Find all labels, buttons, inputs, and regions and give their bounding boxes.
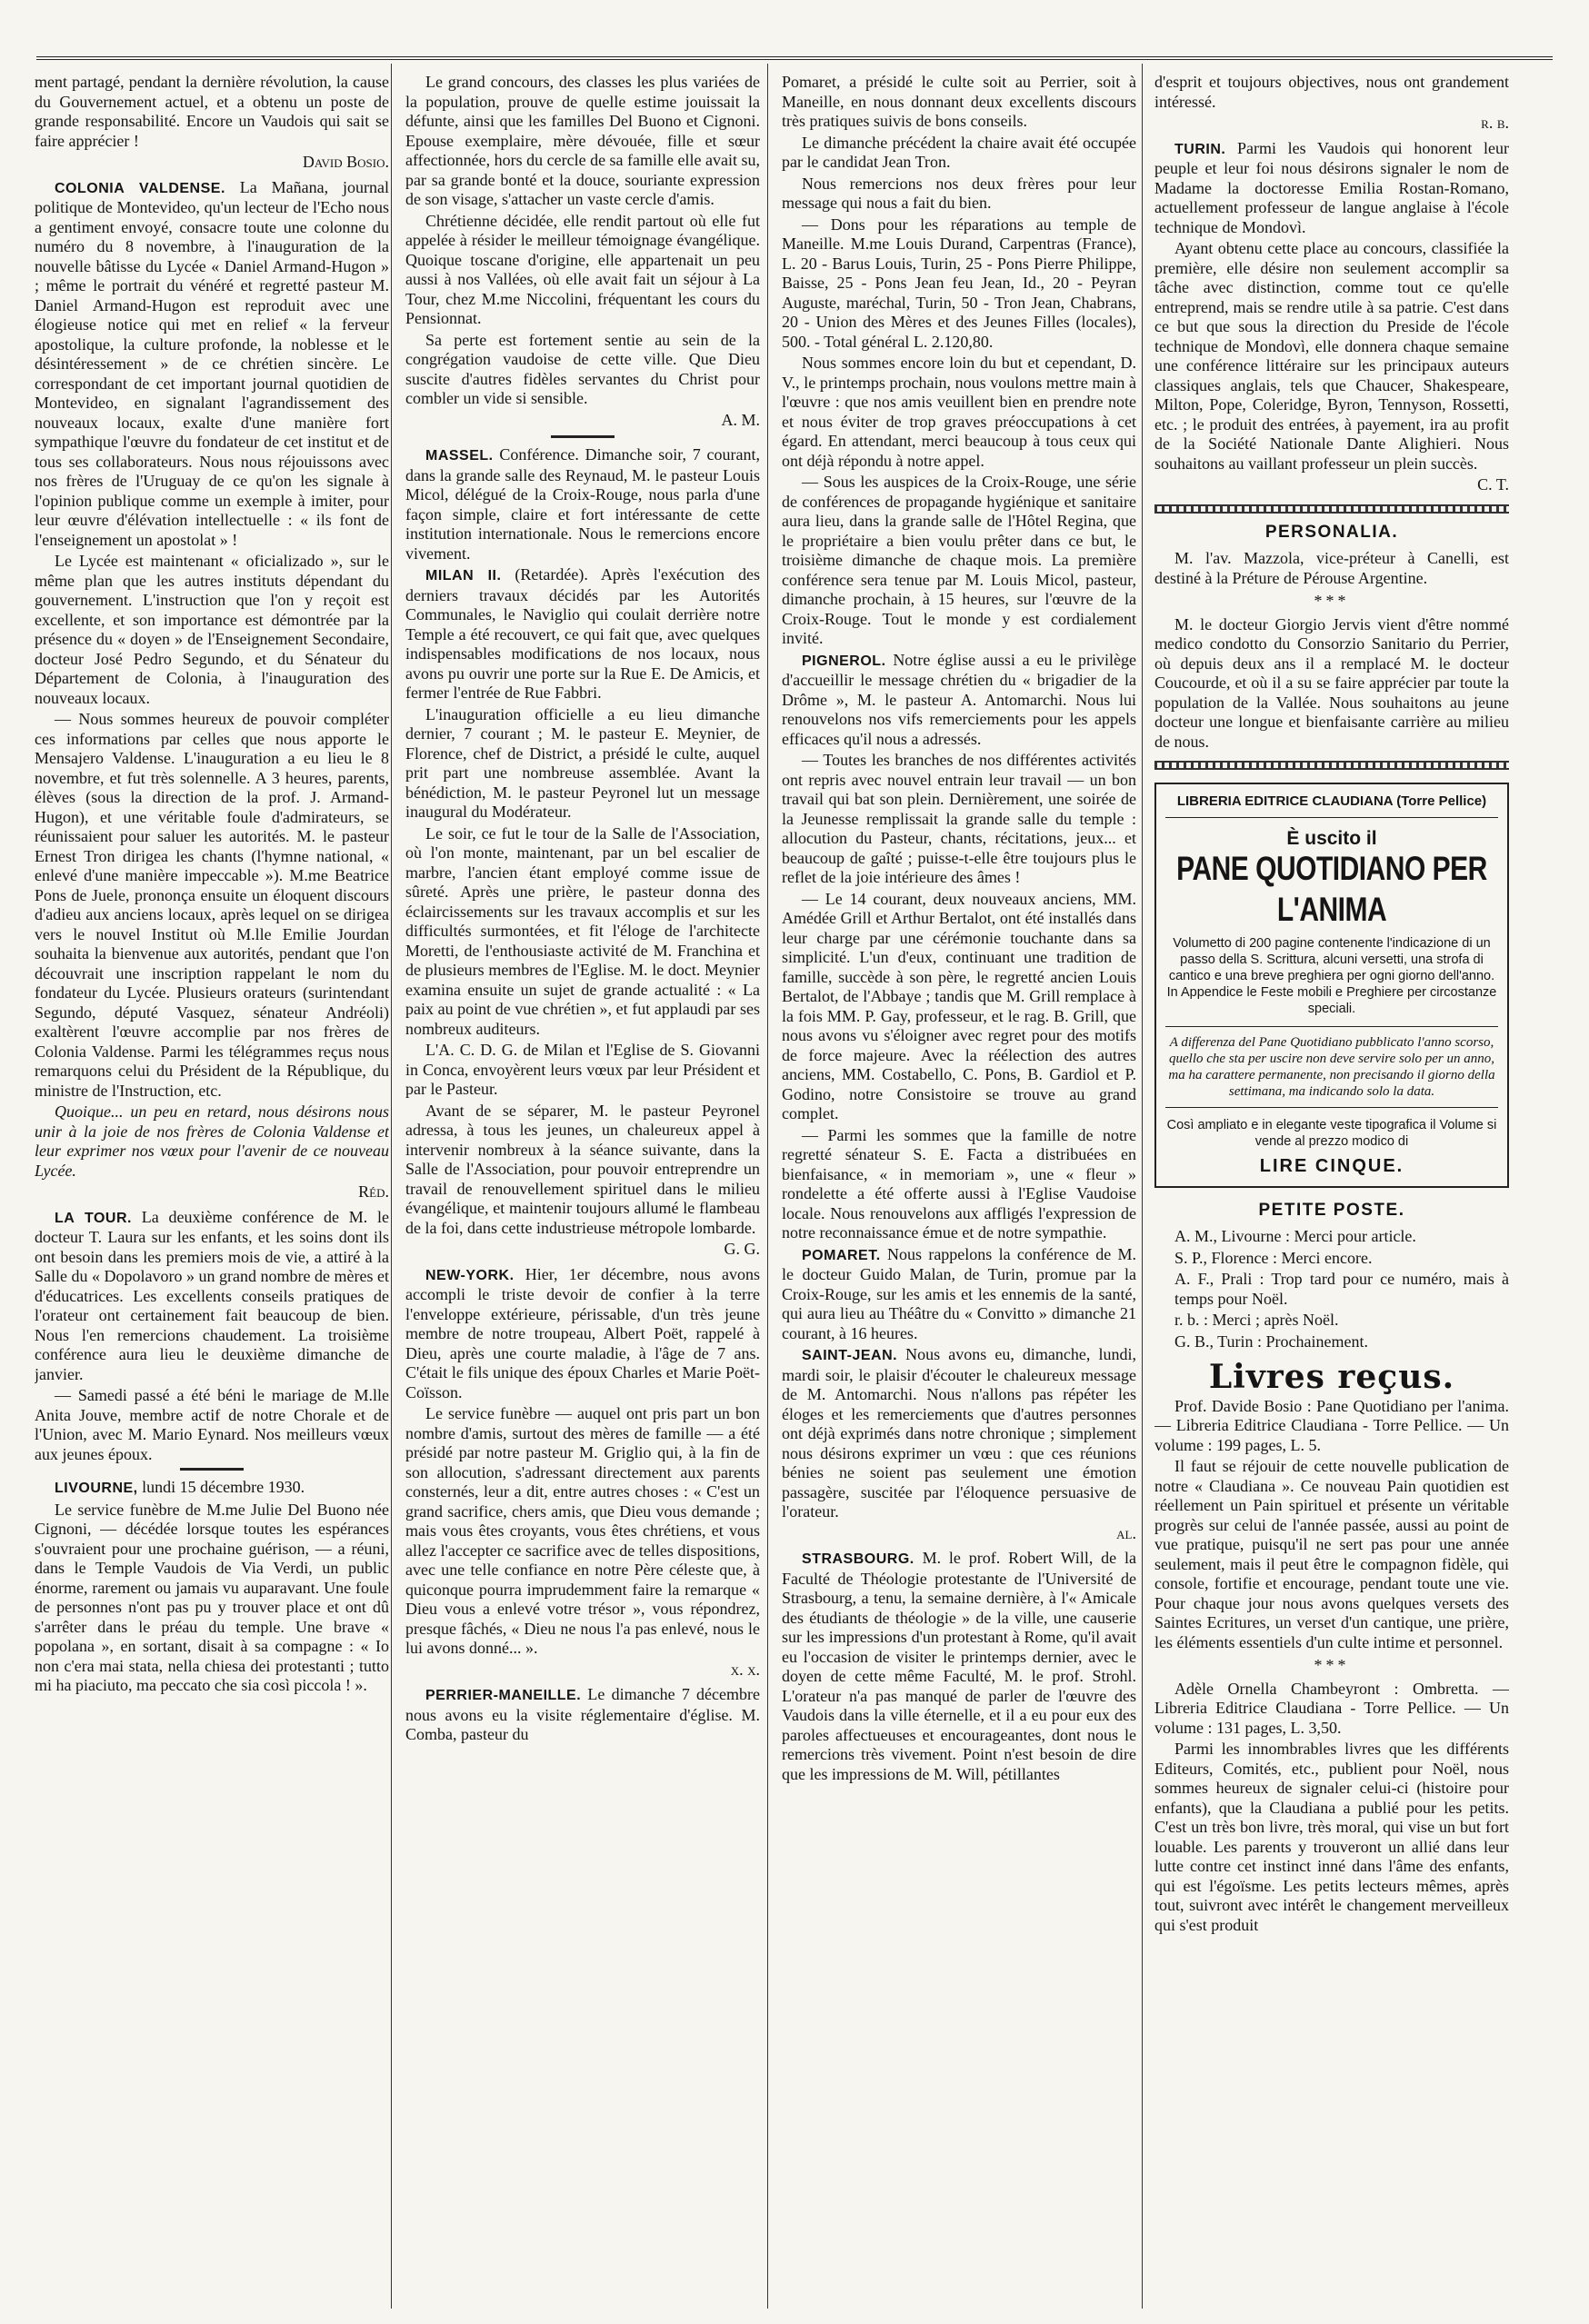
ornamental-divider bbox=[1154, 504, 1509, 514]
article-paragraph: Sa perte est fortement sentie au sein de la congrégation vaudoise de cette ville. Que Dieu suscite d'autres fidèles servantes du Christ pour combler un vide si sensible. bbox=[405, 330, 760, 407]
article-signature: r. b. bbox=[1481, 114, 1509, 132]
article-paragraph: PERRIER-MANEILLE. Le dimanche 7 décembre nous avons eu la visite réglementaire d'église. M. Comba, pasteur du bbox=[405, 1685, 760, 1743]
article-paragraph: Le service funèbre de M.me Julie Del Buono née Cignoni, — décédée lorsque toutes les espérances s'ouvraient pour une prochaine guérison, — a réuni, dans le Temple Vaudois de Via Verdi, un public énorme, rarement ou jamais vu auparavant. Une foule de personnes n'ont pas pu y trouver place et ont dû s'arrêter dans le préau du temple. Une brave « popolana », en sortant, disait à sa compagne : « Io non c'era mai stata, nella chiesa dei protestanti ; tutto mi ha piaciuto, ma peccato che sia così piccola ! ». bbox=[35, 1500, 389, 1694]
article-paragraph: Ayant obtenu cette place au concours, classifiée la première, elle désire non seulement accomplir sa tâche avec distinction, comme tout ce qu'elle entreprend, mais se rendre utile à sa patrie. C'est dans ce but que sous la direction du Preside de l'école technique de Mondovì, elle donnera chaque semaine une conférence littéraire sur les principaux auteurs classiques anglais, tels que Chaucer, Shakespeare, Milton, Pope, Coleridge, Byron, Tennyson, Rossetti, etc. ; le produit des entrées, à payement, ira au profit de la Société Nationale Dante Alighieri. Nous souhaitons au vaillant professeur un plein succès. bbox=[1154, 239, 1509, 473]
section-heading: POMARET. bbox=[802, 1247, 881, 1263]
column-3 bbox=[782, 73, 1136, 2309]
divider bbox=[551, 435, 615, 438]
ad-price: LIRE CINQUE. bbox=[1259, 1156, 1404, 1176]
article-paragraph: COLONIA VALDENSE. La Mañana, journal politique de Montevideo, qu'un lecteur de l'Echo nous a gentiment envoyé, consacre toute une colonne du numéro du 8 novembre, à l'inauguration de la nouvelle bâtisse du Lycée « Daniel Armand-Hugon » ; même le portrait du vénéré et regretté pasteur M. Daniel Armand-Hugon est reproduit avec une élogieuse notice qui met en relief « la ferveur apostolique, la culture profonde, la noblesse et le désintéressement » de ce chrétien sincère. Le correspondant de cet important journal quotidien de Montevideo, en signalant l'agrandissement des nouveaux locaux, exalte d'une manière fort sympathique l'œuvre du fondateur de cet institut et de tous ses collaborateurs. Nous nous réjouissons avec nos frères de l'Uruguay de ce qu'on les signale à l'opinion publique comme un exemple à imiter, pour leur œuvre d'élévation intellectuelle : « ils font de l'enseignement un apostolat » ! bbox=[35, 177, 389, 549]
section-heading: SAINT-JEAN. bbox=[802, 1348, 898, 1363]
article-paragraph: LA TOUR. La deuxième conférence de M. le docteur T. Laura sur les enfants, et les soins dont ils ont besoin dans les premiers mois de vie, a attiré à la Salle du « Dopolavoro » un grand nombre de mères et d'éducatrices. Les excellents conseils pratiques de l'orateur ont certainement fait beaucoup de bien. Nous l'en remercions chaudement. La troisième conférence aura lieu le deuxième dimanche de janvier. bbox=[35, 1207, 389, 1383]
ad-title: PANE QUOTIDIANO PER L'ANIMA bbox=[1176, 850, 1487, 929]
article-paragraph: — Samedi passé a été béni le mariage de M.lle Anita Jouve, membre actif de notre Chorale et de l'Union, avec M. Mario Eynard. Nos meilleurs vœux aux jeunes époux. bbox=[35, 1386, 389, 1463]
article-paragraph: Parmi les innombrables livres que les différents Editeurs, Comités, etc., publient pour Noël, nous sommes heureux de signaler celui-ci (histoire pour enfants), que la Claudiana a publié pour les petits. C'est un très bon livre, très moral, qui vise un but fort louable. Les parents y trouveront un allié dans leur lutte contre cet instinct inné dans l'âme des enfants, qui est l'égoïsme. Les petits lecteurs mêmes, après tout, suivront avec intérêt le changement merveilleux qui s'est produit bbox=[1154, 1740, 1509, 1934]
column-2 bbox=[405, 73, 760, 2309]
article-paragraph: Chrétienne décidée, elle rendit partout où elle fut appelée à résider le meilleur témoignage évangélique. Quoique toscane d'origine, elle appartenait un peu aussi à nos Vallées, où elle avait fait un séjour à La Tour, chez M.me Niccolini, fréquentant les cours du Pensionnat. bbox=[405, 211, 760, 327]
ad-description: Così ampliato e in elegante veste tipografica il Volume si vende al prezzo modico di bbox=[1166, 1118, 1497, 1149]
section-title-petite-poste: PETITE POSTE. bbox=[1258, 1200, 1405, 1220]
column-separator bbox=[767, 64, 768, 2309]
article-paragraph: LIVOURNE, lundi 15 décembre 1930. bbox=[55, 1478, 305, 1496]
section-heading: NEW-YORK. bbox=[425, 1267, 515, 1283]
ad-note: A differenza del Pane Quotidiano pubblicato l'anno scorso, quello che sta per uscire non deve servire solo per un anno, ma ha carattere permanente, non precisando il giorno della settimana, ma indicando solo la data. bbox=[1165, 1026, 1498, 1108]
section-heading: MILAN II. bbox=[425, 568, 502, 583]
article-signature: Réd. bbox=[358, 1182, 389, 1201]
article-signature: A. M. bbox=[721, 410, 760, 429]
section-heading: COLONIA VALDENSE. bbox=[55, 180, 225, 196]
column-separator bbox=[391, 64, 392, 2309]
ad-announcement: È uscito il bbox=[1286, 827, 1377, 849]
article-paragraph: Il faut se réjouir de cette nouvelle publication de notre « Claudiana ». Ce nouveau Pain quotidien est réellement un Pain spirituel et présente un véritable progrès sur celui de l'année passée, aussi au point de vue pratique, puisqu'il ne sert pas pour une année seulement, mais il peut être le compagnon fidèle, qui console, fortifie et encourage, pendant toute une vie. Pour chaque jour nous avons quelques versets des Saintes Ecritures, un verset d'un cantique, une prière, les éléments essentiels d'un culte intime et personnel. bbox=[1154, 1457, 1509, 1651]
article-paragraph: Nous remercions nos deux frères pour leur message qui nous a fait du bien. bbox=[782, 174, 1136, 212]
article-paragraph: — Toutes les branches de nos différentes activités ont repris avec nouvel entrain leur travail — un bon travail qui bat son plein. Dernièrement, une soirée de la Jeunesse remplissait la grande salle du temple : allocution du Pasteur, chants, récitations, jeux... et beaucoup de gaîté ; puisse-t-elle être toujours plus le reflet de la joie intérieure des âmes ! bbox=[782, 751, 1136, 886]
article-paragraph: Quoique... un peu en retard, nous désirons nous unir à la joie de nos frères de Colonia Valdense et leur exprimer nos vœux pour l'avenir de ce nouveau Lycée. bbox=[35, 1102, 389, 1180]
article-paragraph: d'esprit et toujours objectives, nous ont grandement intéressé. bbox=[1154, 73, 1509, 111]
poste-line: S. P., Florence : Merci encore. bbox=[1174, 1248, 1373, 1267]
article-paragraph: M. le docteur Giorgio Jervis vient d'être nommé medico condotto du Consorzio Sanitario du Perrier, où depuis deux ans il a remplacé M. le docteur Coucourde, et où il a su se faire apprécier par toute la population de la Vallée. Nous souhaitons au jeune docteur une longue et bienfaisante carrière au milieu de nous. bbox=[1154, 614, 1509, 751]
section-heading: PIGNEROL. bbox=[802, 653, 886, 669]
article-signature: C. T. bbox=[1477, 475, 1509, 494]
article-paragraph: NEW-YORK. Hier, 1er décembre, nous avons accompli le triste devoir de confier à la terre l'enveloppe extérieure, périssable, d'un très jeune membre de notre troupeau, Albert Poët, rappelé à Dieu, après une courte maladie, à l'âge de 7 ans. C'était le fils unique des époux Charles et Marie Poët-Coïsson. bbox=[405, 1264, 760, 1401]
poste-line: A. M., Livourne : Merci pour article. bbox=[1174, 1227, 1416, 1245]
article-paragraph: — Le 14 courant, deux nouveaux anciens, MM. Amédée Grill et Arthur Bertalot, ont été installés dans leur charge par une cérémonie touchante dans sa simplicité. L'un d'eux, continuant une tradition de famille, succède à son père, le regretté ancien Louis Bertalot, de l'Abbaye ; tandis que M. Grill remplace à la fois MM. P. Gay, professeur, et le rag. B. Grill, que nous avons vu s'éloigner avec regret pour des motifs de force majeure. Avec la réélection des autres anciens, MM. Costabello, C. Pons, B. Gardiol et P. Godino, notre Consistoire se trouve au grand complet. bbox=[782, 889, 1136, 1122]
article-paragraph: Le grand concours, des classes les plus variées de la population, prouve de quelle estime jouissait la défunte, ainsi que les familles Del Buono et Cignoni. Epouse exemplaire, mère dévouée, fille et sœur affectionnée, hors du cercle de sa famille elle avait su, par sa grande bonté et la douce, souriante expression de son visage, s'attacher un vaste cercle d'amis. bbox=[405, 73, 760, 208]
article-paragraph: STRASBOURG. M. le prof. Robert Will, de la Faculté de Théologie protestante de l'Université de Strasbourg, a tenu, la semaine dernière, à l'« Amicale des étudiants de théologie » de la ville, une causerie sur les impressions d'un protestant à Rome, qu'il avait eu l'occasion de visiter le printemps dernier, avec le doyen de cette même Faculté, M. le prof. Strohl. L'orateur n'a pas manqué de parler de l'œuvre des Vaudois dans la ville éternelle, et il a eu pour eux des paroles affectueuses et encourageantes, dont nous le remercions très vivement. Point n'est besoin de dire que les impressions de M. Will, pétillantes bbox=[782, 1549, 1136, 1783]
article-paragraph: ment partagé, pendant la dernière révolution, la cause du Gouvernement actuel, et a obtenu un poste de grande responsabilité. Encore un Vaudois qui sait se faire apprécier ! bbox=[35, 73, 389, 150]
article-paragraph: POMARET. Nous rappelons la conférence de M. le docteur Guido Malan, de Turin, promue par la Croix-Rouge, sur les amis et les ennemis de la santé, qui aura lieu au Théâtre du « Convitto » dimanche 21 courant, à 16 heures. bbox=[782, 1244, 1136, 1342]
poste-line: A. F., Prali : Trop tard pour ce numéro, mais à temps pour Noël. bbox=[1174, 1270, 1509, 1308]
asterism: *** bbox=[1314, 1656, 1350, 1674]
section-heading: MASSEL. bbox=[425, 448, 494, 464]
article-paragraph: Nous sommes encore loin du but et cependant, D. V., le printemps prochain, nous voulons mettre main à l'œuvre : que nos amis veuillent bien en prendre note et nous éviter de trop graves préoccupations à cet égard. En attendant, merci beaucoup à tous ceux qui ont déjà répondu à notre appel. bbox=[782, 354, 1136, 470]
divider bbox=[180, 1468, 244, 1471]
section-heading: STRASBOURG. bbox=[802, 1551, 914, 1567]
article-paragraph: TURIN. Parmi les Vaudois qui honorent leur peuple et leur foi nous désirons signaler le nom de Madame la doctoresse Emilia Rostan-Romano, actuellement professeur de langue anglaise à l'école technique de Mondovì. bbox=[1154, 138, 1509, 236]
article-paragraph: Le service funèbre — auquel ont pris part un bon nombre d'amis, surtout des mères de famille — a été présidé par notre pasteur M. Griglio qui, à la fin de son allocution, s'adressant directement aux parents consternés, leur a dit, entre autres choses : « C'est un grand sacrifice, chers amis, que Dieu vous demande ; mais vous êtes croyants, vous êtes chrétiens, et vous allez l'accepter ce sacrifice avec de telles dispositions, avec une telle confiance en notre Père céleste que, à quiconque pourra imprudemment faire la remarque « Dieu vous a enlevé votre trésor », vous répondrez, presque fâchés, « Dieu ne nous l'a pas enlevé, nous le lui avons donné... ». bbox=[405, 1404, 760, 1657]
article-paragraph: — Parmi les sommes que la famille de notre regretté sénateur S. E. Facta a distribuées en bienfaisance, « in memoriam », une « fleur » rondelette a été offerte aussi à l'Eglise Vaudoise locale. Nous renouvelons aux affligés l'expression de notre reconnaissance émue et de notre sympathie. bbox=[782, 1125, 1136, 1242]
section-title-personalia: PERSONALIA. bbox=[1264, 522, 1399, 542]
article-paragraph: Le soir, ce fut le tour de la Salle de l'Association, où l'on monte, maintenant, par un bel escalier de marbre, l'ancien étant employé comme issue de sûreté. Après une prière, le pasteur donna des éclaircissements sur les travaux accomplis et sur les difficultés surmontées, et fit l'éloge de l'architecte Moretti, de l'enthousiaste activité de M. Franchina et de plusieurs membres de l'Eglise. M. le doct. Meynier examina ensuite un sujet de grande actualité : « La paix au point de vue chrétien », et fut applaudi par ses nombreux auditeurs. bbox=[405, 823, 760, 1038]
article-paragraph: L'inauguration officielle a eu lieu dimanche dernier, 7 courant ; M. le pasteur E. Meynier, de Florence, chef de District, a présidé le culte, auquel prit part une nombreuse assemblée. Avant la bénédiction, M. le pasteur Peyronel lut un message inaugural du Modérateur. bbox=[405, 704, 760, 821]
asterism: *** bbox=[1314, 592, 1350, 610]
article-paragraph: PIGNEROL. Notre église aussi a eu le privilège d'accueillir le message chrétien du « brigadier de la Drôme », M. le pasteur A. Antomarchi. Nous lui renouvelons nos vifs remerciements pour les appels efficaces qu'il nous a adressés. bbox=[782, 650, 1136, 748]
section-heading: PERRIER-MANEILLE. bbox=[425, 1688, 582, 1703]
article-paragraph: — Nous sommes heureux de pouvoir compléter ces informations par celles que nous apporte le Mensajero Valdense. L'inauguration a eu lieu le 8 novembre, et fut très solennelle. A 3 heures, parents, élèves (sous la direction de la prof. J. Armand-Hugon), et une véritable foule d'admirateurs, se réunissaient pour saluer les autorités. M. le pasteur Ernest Tron dirigea les chants (l'hymne national, « enlevé d'une manière impeccable »). M.me Beatrice Pons de Juele, prononça ensuite un éloquent discours d'adieu aux anciens locaux, après lequel on se dirigea vers le nouvel Institut où M.lle Emilie Jourdan souhaita la bienvenue aux autorités, pendant que l'on découvrait une inscription rappelant le nom du fondateur du Lycée. Plusieurs orateurs (surintendant Segundo, député Vasquez, sénateur Andréoli) exaltèrent l'œuvre accomplie par nos frères de Colonia Valdense. Parmi les télégrammes reçus nous remarquons celui du Président de la République, du ministre de l'Instruction, etc. bbox=[35, 710, 389, 1100]
ad-description: Volumetto di 200 pagine contenente l'indicazione di un passo della S. Scrittura, alcuni versetti, una strofa di cantico e una breve preghiera per ogni giorno dell'anno. In Appendice le Feste mobili e Preghiere per circostanze speciali. bbox=[1166, 936, 1497, 1016]
article-paragraph: — Dons pour les réparations au temple de Maneille. M.me Louis Durand, Carpentras (France), L. 20 - Barus Louis, Turin, 25 - Pons Pierre Philippe, Baisse, 25 - Pons Jean feu Jean, Id., 20 - Peyran Auguste, maréchal, Turin, 50 - Tron Jean, Chabrans, 20 - Union des Mères et des Jeunes Filles (locales), 500. - Total général L. 2.120,80. bbox=[782, 214, 1136, 351]
section-heading: TURIN. bbox=[1174, 141, 1226, 157]
article-paragraph: Le Lycée est maintenant « oficializado », sur le même plan que les autres instituts dépendant du gouvernement. L'instruction que l'on y reçoit est excellente, et son importance est démontrée par la présence du « doyen » de l'Enseignement Secondaire, docteur José Pedro Segundo, et du Sénateur du Département de Colonia, à l'inauguration des nouveaux locaux. bbox=[35, 552, 389, 707]
article-signature: al. bbox=[1116, 1523, 1136, 1542]
article-paragraph: Le dimanche précédent la chaire avait été occupée par le candidat Jean Tron. bbox=[782, 133, 1136, 171]
ornamental-divider bbox=[1154, 761, 1509, 770]
article-paragraph: MASSEL. Conférence. Dimanche soir, 7 courant, dans la grande salle des Reynaud, M. le pasteur Louis Micol, délégué de la Croix-Rouge, nous parla d'une façon simple, claire et fort intéressante de cette institution internationale. Nous le remercions encore vivement. bbox=[405, 445, 760, 563]
article-paragraph: Pomaret, a présidé le culte soit au Perrier, soit à Maneille, en nous donnant deux excellents discours très pratiques suivis de bons conseils. bbox=[782, 73, 1136, 130]
article-signature: x. x. bbox=[730, 1660, 760, 1679]
advertisement-box bbox=[1154, 783, 1509, 1188]
article-paragraph: MILAN II. (Retardée). Après l'exécution des derniers travaux décidés par les Autorités Communales, le Naviglio qui coulait derrière notre Temple a été recouvert, ce qui fait que, avec quelques indispensables modifications de nos locaux, nous avons pu ouvrir une porte sur la Rue E. De Amicis, et fermer l'entrée de Rue Fabbri. bbox=[405, 565, 760, 702]
article-paragraph: SAINT-JEAN. Nous avons eu, dimanche, lundi, mardi soir, le plaisir d'écouter le chaleureux message de M. Antomarchi. Nous n'allons pas répéter les éloges et les remerciements que d'autres personnes ont déjà exprimés dans notre chronique ; simplement nous désirons exprimer un vœu : que ces réunions bénies ne soient pas seulement une émotion passagère, suscitée par l'éloquence persuasive de l'orateur. bbox=[782, 1345, 1136, 1521]
article-signature: G. G. bbox=[724, 1240, 760, 1258]
poste-line: G. B., Turin : Prochainement. bbox=[1174, 1332, 1369, 1351]
section-heading: LA TOUR. bbox=[55, 1210, 132, 1226]
column-4 bbox=[1154, 73, 1509, 2309]
article-paragraph: Adèle Ornella Chambeyront : Ombretta. — Libreria Editrice Claudiana - Torre Pellice. — Un volume : 131 pages, L. 3,50. bbox=[1154, 1679, 1509, 1737]
article-paragraph: Avant de se séparer, M. le pasteur Peyronel adressa, à tous les jeunes, un chaleureux appel à intervenir nombreux à la séance suivante, dans la Salle de l'Association, pour pouvoir entreprendre un travail de renouvellement spirituel dans le milieu évangélique, et maintenir toujours allumé le flambeau de la foi, dans cette industrieuse métropole lombarde. bbox=[405, 1101, 760, 1237]
article-paragraph: — Sous les auspices de la Croix-Rouge, une série de conférences de propagande hygiénique et sanitaire aura lieu, dans la grande salle de l'Hôtel Regina, que le propriétaire a bien voulu prêter dans ce but, le troisième dimanche de chaque mois. La première conférence sera tenue par M. Louis Micol, pasteur, dimanche prochain, à 15 heures, sur l'œuvre de la Croix-Rouge. Tout le monde y est cordialement invité. bbox=[782, 473, 1136, 647]
top-rule bbox=[36, 56, 1553, 60]
section-heading: LIVOURNE, bbox=[55, 1481, 138, 1496]
article-paragraph: Prof. Davide Bosio : Pane Quotidiano per l'anima. — Libreria Editrice Claudiana - Torre Pellice. — Un volume : 199 pages, L. 5. bbox=[1154, 1396, 1509, 1454]
column-1 bbox=[35, 73, 389, 2309]
article-signature: David Bosio. bbox=[302, 153, 389, 171]
poste-line: r. b. : Merci ; après Noël. bbox=[1174, 1311, 1339, 1329]
ad-publisher: LIBRERIA EDITRICE CLAUDIANA (Torre Pellice) bbox=[1165, 792, 1498, 818]
section-title-livres-recus: Livres reçus. bbox=[1208, 1358, 1455, 1396]
column-separator bbox=[1142, 64, 1143, 2309]
article-paragraph: L'A. C. D. G. de Milan et l'Eglise de S. Giovanni in Conca, envoyèrent leurs vœux par leur Président et par le Pasteur. bbox=[405, 1041, 760, 1098]
article-paragraph: M. l'av. Mazzola, vice-préteur à Canelli, est destiné à la Préture de Pérouse Argentine. bbox=[1154, 549, 1509, 587]
